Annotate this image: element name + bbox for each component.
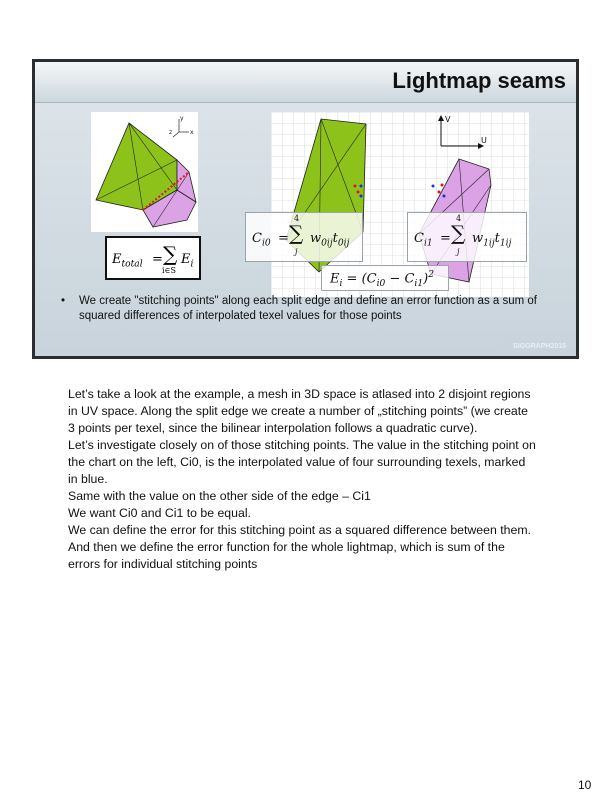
notes-paragraph: Let’s investigate closely on of those stitching points. The value in the stitching point on the chart on the left, Ci0, is the interpolated value of four surrounding texels, marked in blue. (68, 438, 536, 486)
ci0-texel: t (332, 231, 338, 246)
ei-sub: i (339, 278, 343, 289)
ci1-sum-bottom: j (457, 247, 460, 256)
sigma-icon: ∑ (163, 242, 178, 266)
axis-x-label: x (190, 129, 194, 136)
uv-u-label: U (481, 136, 487, 145)
texel-point-left (360, 195, 363, 198)
sigma-icon: ∑ (451, 221, 466, 245)
notes-paragraph: Same with the value on the other side of the edge – Ci1 (68, 489, 371, 503)
notes-paragraph: And then we define the error function for the whole lightmap, which is sum of the errors for individual stitching points (68, 540, 505, 571)
speaker-notes (68, 386, 538, 573)
mesh-3d-figure (91, 112, 198, 232)
ci0-weight-sub: 0ij (321, 238, 333, 249)
slide-bullet (61, 294, 571, 324)
ei-formula (321, 265, 449, 291)
page-number: 10 (578, 778, 592, 792)
texel-point-right (432, 185, 435, 188)
slide (32, 59, 579, 359)
slide-title-bar (35, 62, 576, 103)
e-i-symbol: E (181, 252, 191, 267)
ei-symbol: E (330, 271, 340, 287)
mesh-3d-panel (91, 112, 198, 232)
logo-circle-icon (500, 341, 510, 351)
ei-c1-sub: i1 (414, 278, 424, 289)
siggraph-logo (500, 341, 566, 351)
ci0-sum-top: 4 (294, 214, 300, 223)
stitch-point-left (357, 191, 360, 194)
ci1-equals: = (440, 231, 451, 246)
axis-y-label: y (180, 115, 184, 122)
e-total-symbol: E (112, 252, 122, 267)
ci0-formula (245, 212, 363, 262)
ci1-formula (407, 212, 527, 262)
notes-paragraph: We can define the error for this stitching point as a squared difference between them. (68, 523, 531, 537)
sigma-icon: ∑ (289, 221, 304, 245)
bullet-text: We create "stitching points" along each split edge and define an error function as a sum of squared differences of interpolated texel values for those points (79, 295, 538, 322)
e-total-equals: = (152, 252, 163, 267)
slide-body (35, 62, 576, 356)
stitch-point-left (354, 185, 357, 188)
ci0-sum-bottom: j (295, 247, 298, 256)
e-total-sub: total (121, 259, 143, 270)
ci1-weight: w (472, 231, 484, 246)
bullet-icon: • (61, 295, 66, 307)
ci0-texel-sub: 0ij (337, 238, 350, 249)
notes-paragraph: We want Ci0 and Ci1 to be equal. (68, 506, 251, 520)
logo-text: SIGGRAPH2015 (513, 342, 566, 350)
ei-minus: − C (385, 271, 415, 287)
ei-rhs: = (C (342, 271, 377, 287)
ci0-lhs: C (252, 231, 262, 246)
e-i-sub: i (190, 259, 194, 270)
slide-title: Lightmap seams (392, 68, 566, 93)
texel-point-left (360, 185, 363, 188)
ci1-sum-top: 4 (456, 214, 462, 223)
stitch-point-right (441, 184, 444, 187)
texel-point-right (443, 195, 446, 198)
notes-paragraph: Let’s take a look at the example, a mesh in 3D space is atlased into 2 disjoint regions in UV space. Along the split edge we create a number of „stitching points” (we create 3 points per texel, since the bilinear interpolation follows a quadratic curve). (68, 387, 531, 435)
ei-close: ) (423, 271, 429, 287)
ci1-lhs: C (414, 231, 424, 246)
ci1-texel: t (494, 231, 500, 246)
stitch-point-right (438, 191, 441, 194)
ci1-weight-sub: 1ij (483, 238, 495, 249)
ci1-lhs-sub: i1 (423, 238, 433, 249)
ci0-equals: = (278, 231, 289, 246)
total-error-formula (105, 236, 201, 280)
uv-v-label: V (445, 115, 451, 124)
ei-exponent: 2 (428, 270, 434, 280)
axis-z-label: z (169, 129, 173, 136)
ei-c0-sub: i0 (376, 278, 386, 289)
e-total-sum-range: i∈S (162, 266, 176, 275)
ci0-weight: w (310, 231, 322, 246)
ci1-texel-sub: 1ij (499, 238, 512, 249)
ci0-lhs-sub: i0 (261, 238, 271, 249)
